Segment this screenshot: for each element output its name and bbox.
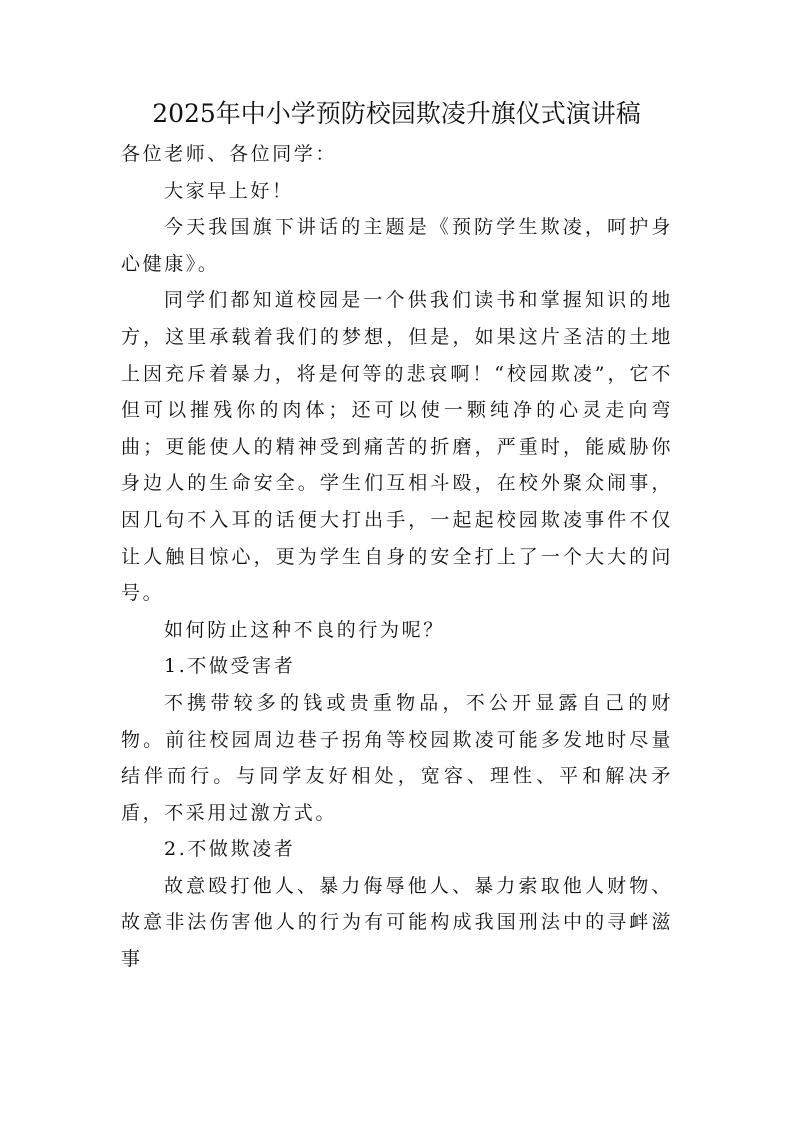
document-body	[121, 136, 673, 978]
paragraph: 故意殴打他人、暴力侮辱他人、暴力索取他人财物、故意非法伤害他人的行为有可能构成我国刑法中的寻衅滋事	[121, 874, 673, 971]
paragraph: 大家早上好！	[164, 179, 294, 202]
paragraph: 2.不做欺凌者	[164, 838, 296, 861]
paragraph: 1.不做受害者	[164, 655, 296, 678]
paragraph: 今天我国旗下讲话的主题是《预防学生欺凌，呵护身心健康》。	[121, 216, 673, 275]
document-title: 2025年中小学预防校园欺凌升旗仪式演讲稿	[152, 99, 641, 128]
paragraph: 各位老师、各位同学：	[121, 143, 338, 165]
paragraph: 不携带较多的钱或贵重物品，不公开显露自己的财物。前往校园周边巷子拐角等校园欺凌可能多发地时尽量结伴而行。与同学友好相处，宽容、理性、平和解决矛盾，不采用过激方式。	[121, 691, 673, 824]
paragraph: 如何防止这种不良的行为呢？	[164, 618, 445, 641]
paragraph: 同学们都知道校园是一个供我们读书和掌握知识的地方，这里承载着我们的梦想，但是，如果这片圣洁的土地上因充斥着暴力，将是何等的悲哀啊！“校园欺凌”，它不但可以摧残你的肉体；还可以使一颗纯净的心灵走向弯曲；更能使人的精神受到痛苦的折磨，严重时，能威胁你身边人的生命安全。学生们互相斗殴，在校外聚众闹事，因几句不入耳的话便大打出手，一起起校园欺凌事件不仅让人触目惊心，更为学生自身的安全打上了一个大大的问号。	[121, 289, 673, 605]
